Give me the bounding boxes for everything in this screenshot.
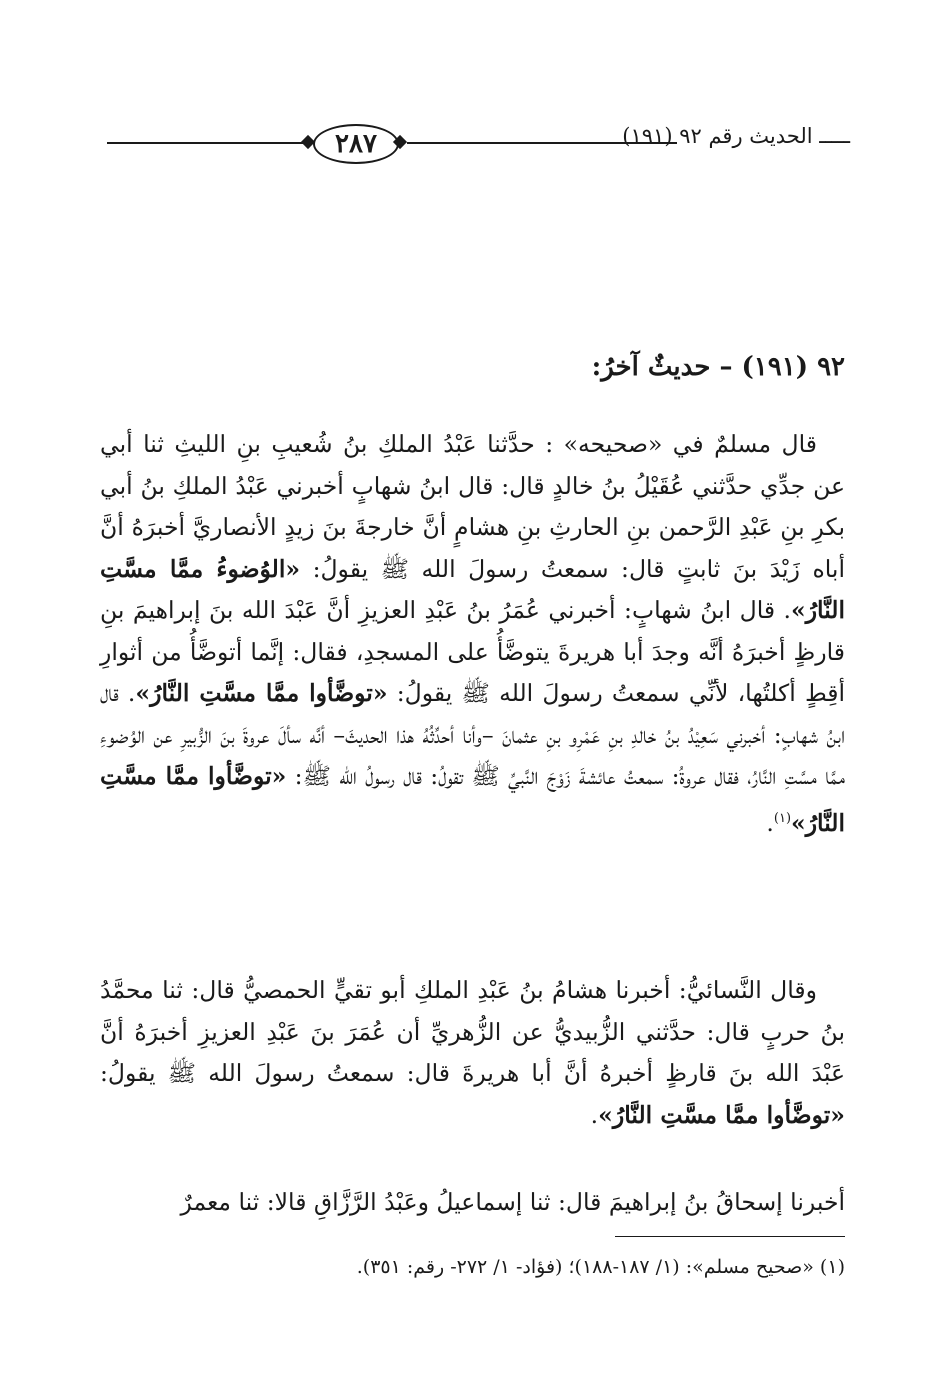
p1-text-2: . قال ابنُ شهابٍ: أخبرني عُمَرُ بنُ عَبْدِ العزيزِ أنَّ عَبْدَ الله بنَ إبراهيمَ بنِ قارظٍ أخبرَهُ أنَّه وجدَ أبا هريرةَ يتوضَّأُ على المسجدِ، فقال: إنَّما أتوضَّأُ من أثوارِ أقِطٍ أكلتُها، لأنِّي سمعتُ رسولَ الله ﷺ يقولُ: (100, 596, 846, 707)
paragraph-ishaq (100, 1182, 845, 1224)
p1-text-3: . قال ابنُ شهابٍ: أخبرني سَعِيْدُ بنُ خالدِ بنِ عَمْرِو بنِ عثمانَ –وأنا أحدِّثُهُ هذا الحديثَ– أنَّه سألَ عروةَ بنَ الزُّبيرِ عن الوُضوءِ ممَّا مسَّتِ النَّارُ، فقال عروةُ: سمعتُ عائشةَ زَوْجَ النَّبيِّ ﷺ تقولُ: قال رسولُ الله ﷺ: (100, 679, 846, 790)
running-title (622, 124, 850, 148)
header-rule-left (107, 142, 307, 144)
hadith-heading: ٩٢ (١٩١) – حديثٌ آخرُ: (591, 352, 845, 382)
running-title-text: الحديث رقم ٩٢ (١٩١) (622, 124, 813, 148)
p3-text-1: أخبرنا إسحاقُ بنُ إبراهيمَ قال: ثنا إسماعيلُ وعَبْدُ الرَّزَّاقِ قالا: ثنا معمرٌ (180, 1188, 845, 1216)
p1-quote-1: «الوُضوءُ ممَّا مسَّتِ النَّارُ» (100, 554, 845, 624)
header-dash-icon: ـــــ (812, 124, 850, 148)
p2-text-1: وقال النَّسائيُّ: أخبرنا هشامُ بنُ عَبْدِ الملكِ أبو تقيٍّ الحمصيُّ قال: ثنا محمَّدُ بنُ حربٍ قال: حدَّثني الزُّبيديُّ عن الزُّهريِّ أن عُمَرَ بنَ عَبْدِ العزيزِ أخبرَهُ أنَّ عَبْدَ الله بنَ قارظٍ أخبرهُ أنَّ أبا هريرةَ قال: سمعتُ رسولَ الله ﷺ يقولُ: (100, 976, 845, 1087)
p1-quote-2: «توضَّأوا ممَّا مسَّتِ النَّارُ» (135, 679, 388, 707)
paragraph-muslim (100, 424, 845, 844)
p1-quote-3: «توضَّأوا ممَّا مسَّتِ النَّارُ» (100, 762, 845, 837)
footnote-ref[interactable]: (١) (773, 810, 792, 826)
page-number: ٢٨٧ (313, 124, 399, 164)
footnote-separator (615, 1236, 845, 1237)
p2-text-2: . (590, 1100, 599, 1129)
p2-quote-1: «توضَّأوا ممَّا مسَّتِ النَّارُ» (598, 1100, 845, 1129)
paragraph-nasai (100, 970, 845, 1136)
page-header (95, 118, 850, 168)
p1-text-4: . (766, 808, 774, 837)
p1-text-1: قال مسلمٌ في «صحيحه» : حدَّثنا عَبْدُ الملكِ بنُ شُعيبِ بنِ الليثِ ثنا أبي عن جدِّي حدَّثني عُقَيْلُ بنُ خالدٍ قال: قال ابنُ شهابٍ أخبرني عَبْدُ الملكِ بنُ أبي بكرِ بنِ عَبْدِ الرَّحمن بنِ الحارثِ بنِ هشامٍ أنَّ خارجةَ بنَ زيدٍ الأنصاريَّ أخبرَهُ أنَّ أباه زَيْدَ بنَ ثابتٍ قال: سمعتُ رسولَ الله ﷺ يقولُ: (100, 430, 845, 583)
footnote: (١) «صحيح مسلم»: (١/ ١٨٧-١٨٨)؛ (فؤاد- ١/ ٢٧٢- رقم: ٣٥١). (356, 1256, 845, 1278)
